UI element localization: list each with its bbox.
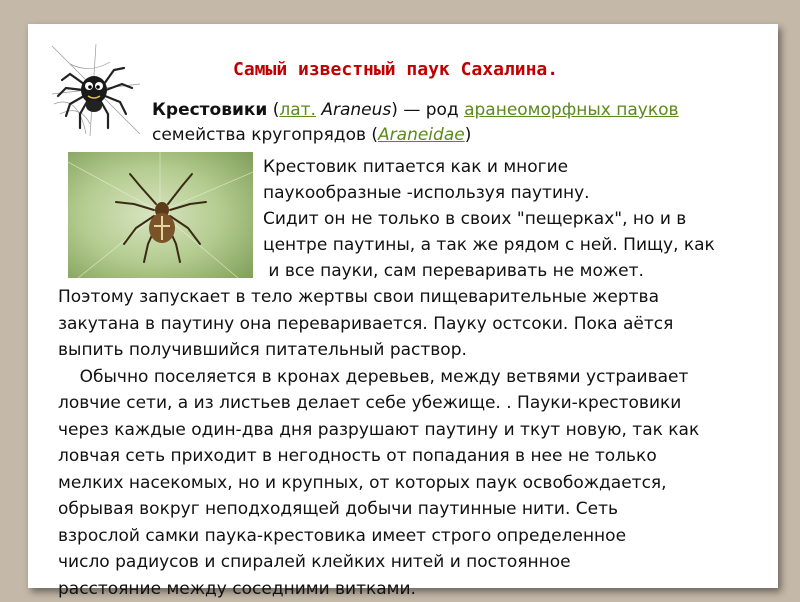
slide-card <box>28 24 778 588</box>
intro-line-2 <box>152 123 792 148</box>
main-line: взрослой самки паука-крестовика имеет строго определенное <box>58 523 800 550</box>
main-line: выпить получившийся питательный раствор. <box>58 337 800 364</box>
side-line: центре паутины, а так же рядом с ней. Пищу, как <box>263 232 800 258</box>
main-line: Обычно поселяется в кронах деревьев, между ветвями устраивает <box>58 364 800 391</box>
lat-link[interactable]: лат. <box>279 100 316 120</box>
side-line: Крестовик питается как и многие <box>263 154 800 180</box>
side-line: Сидит он не только в своих "пещерках", но и в <box>263 206 800 232</box>
intro-dash: ) — род <box>391 100 464 120</box>
araneidae-link[interactable]: Araneidae <box>378 125 465 145</box>
main-line: закутана в паутину она переваривается. Пауку остсоки. Пока аётся <box>58 311 800 338</box>
main-line: ловчие сети, а из листьев делает себе убежище. . Пауки-крестовики <box>58 390 800 417</box>
main-line: мелких насекомых, но и крупных, от которых паук освобождается, <box>58 470 800 497</box>
side-line: паукообразные -используя паутину. <box>263 180 800 206</box>
spider-photo <box>68 152 253 278</box>
main-line: Поэтому запускает в тело жертвы свои пищеварительные жертва <box>58 284 800 311</box>
latin-name: Araneus <box>316 100 391 120</box>
side-paragraph <box>263 154 800 284</box>
intro-open: ( <box>267 100 279 120</box>
intro-line-1 <box>152 98 792 123</box>
cartoon-spider-icon <box>50 44 142 136</box>
page-title: Самый известный паук Сахалина. <box>233 59 558 80</box>
main-line: расстояние между соседними витками. <box>58 576 800 602</box>
intro-term: Крестовики <box>152 100 267 120</box>
main-paragraph <box>58 284 800 602</box>
main-line: через каждые один-два дня разрушают паутину и ткут новую, так как <box>58 417 800 444</box>
intro-close: ) <box>465 125 472 145</box>
main-line: ловчая сеть приходит в негодность от попадания в нее не только <box>58 443 800 470</box>
main-line: число радиусов и спиралей клейких нитей и постоянное <box>58 549 800 576</box>
araneomorph-link[interactable]: аранеоморфных пауков <box>464 100 678 120</box>
side-line: и все пауки, сам переваривать не может. <box>263 258 800 284</box>
main-line: обрывая вокруг неподходящей добычи паутинные нити. Сеть <box>58 496 800 523</box>
intro-line2-text: семейства кругопрядов ( <box>152 125 378 145</box>
intro-paragraph <box>152 98 792 148</box>
